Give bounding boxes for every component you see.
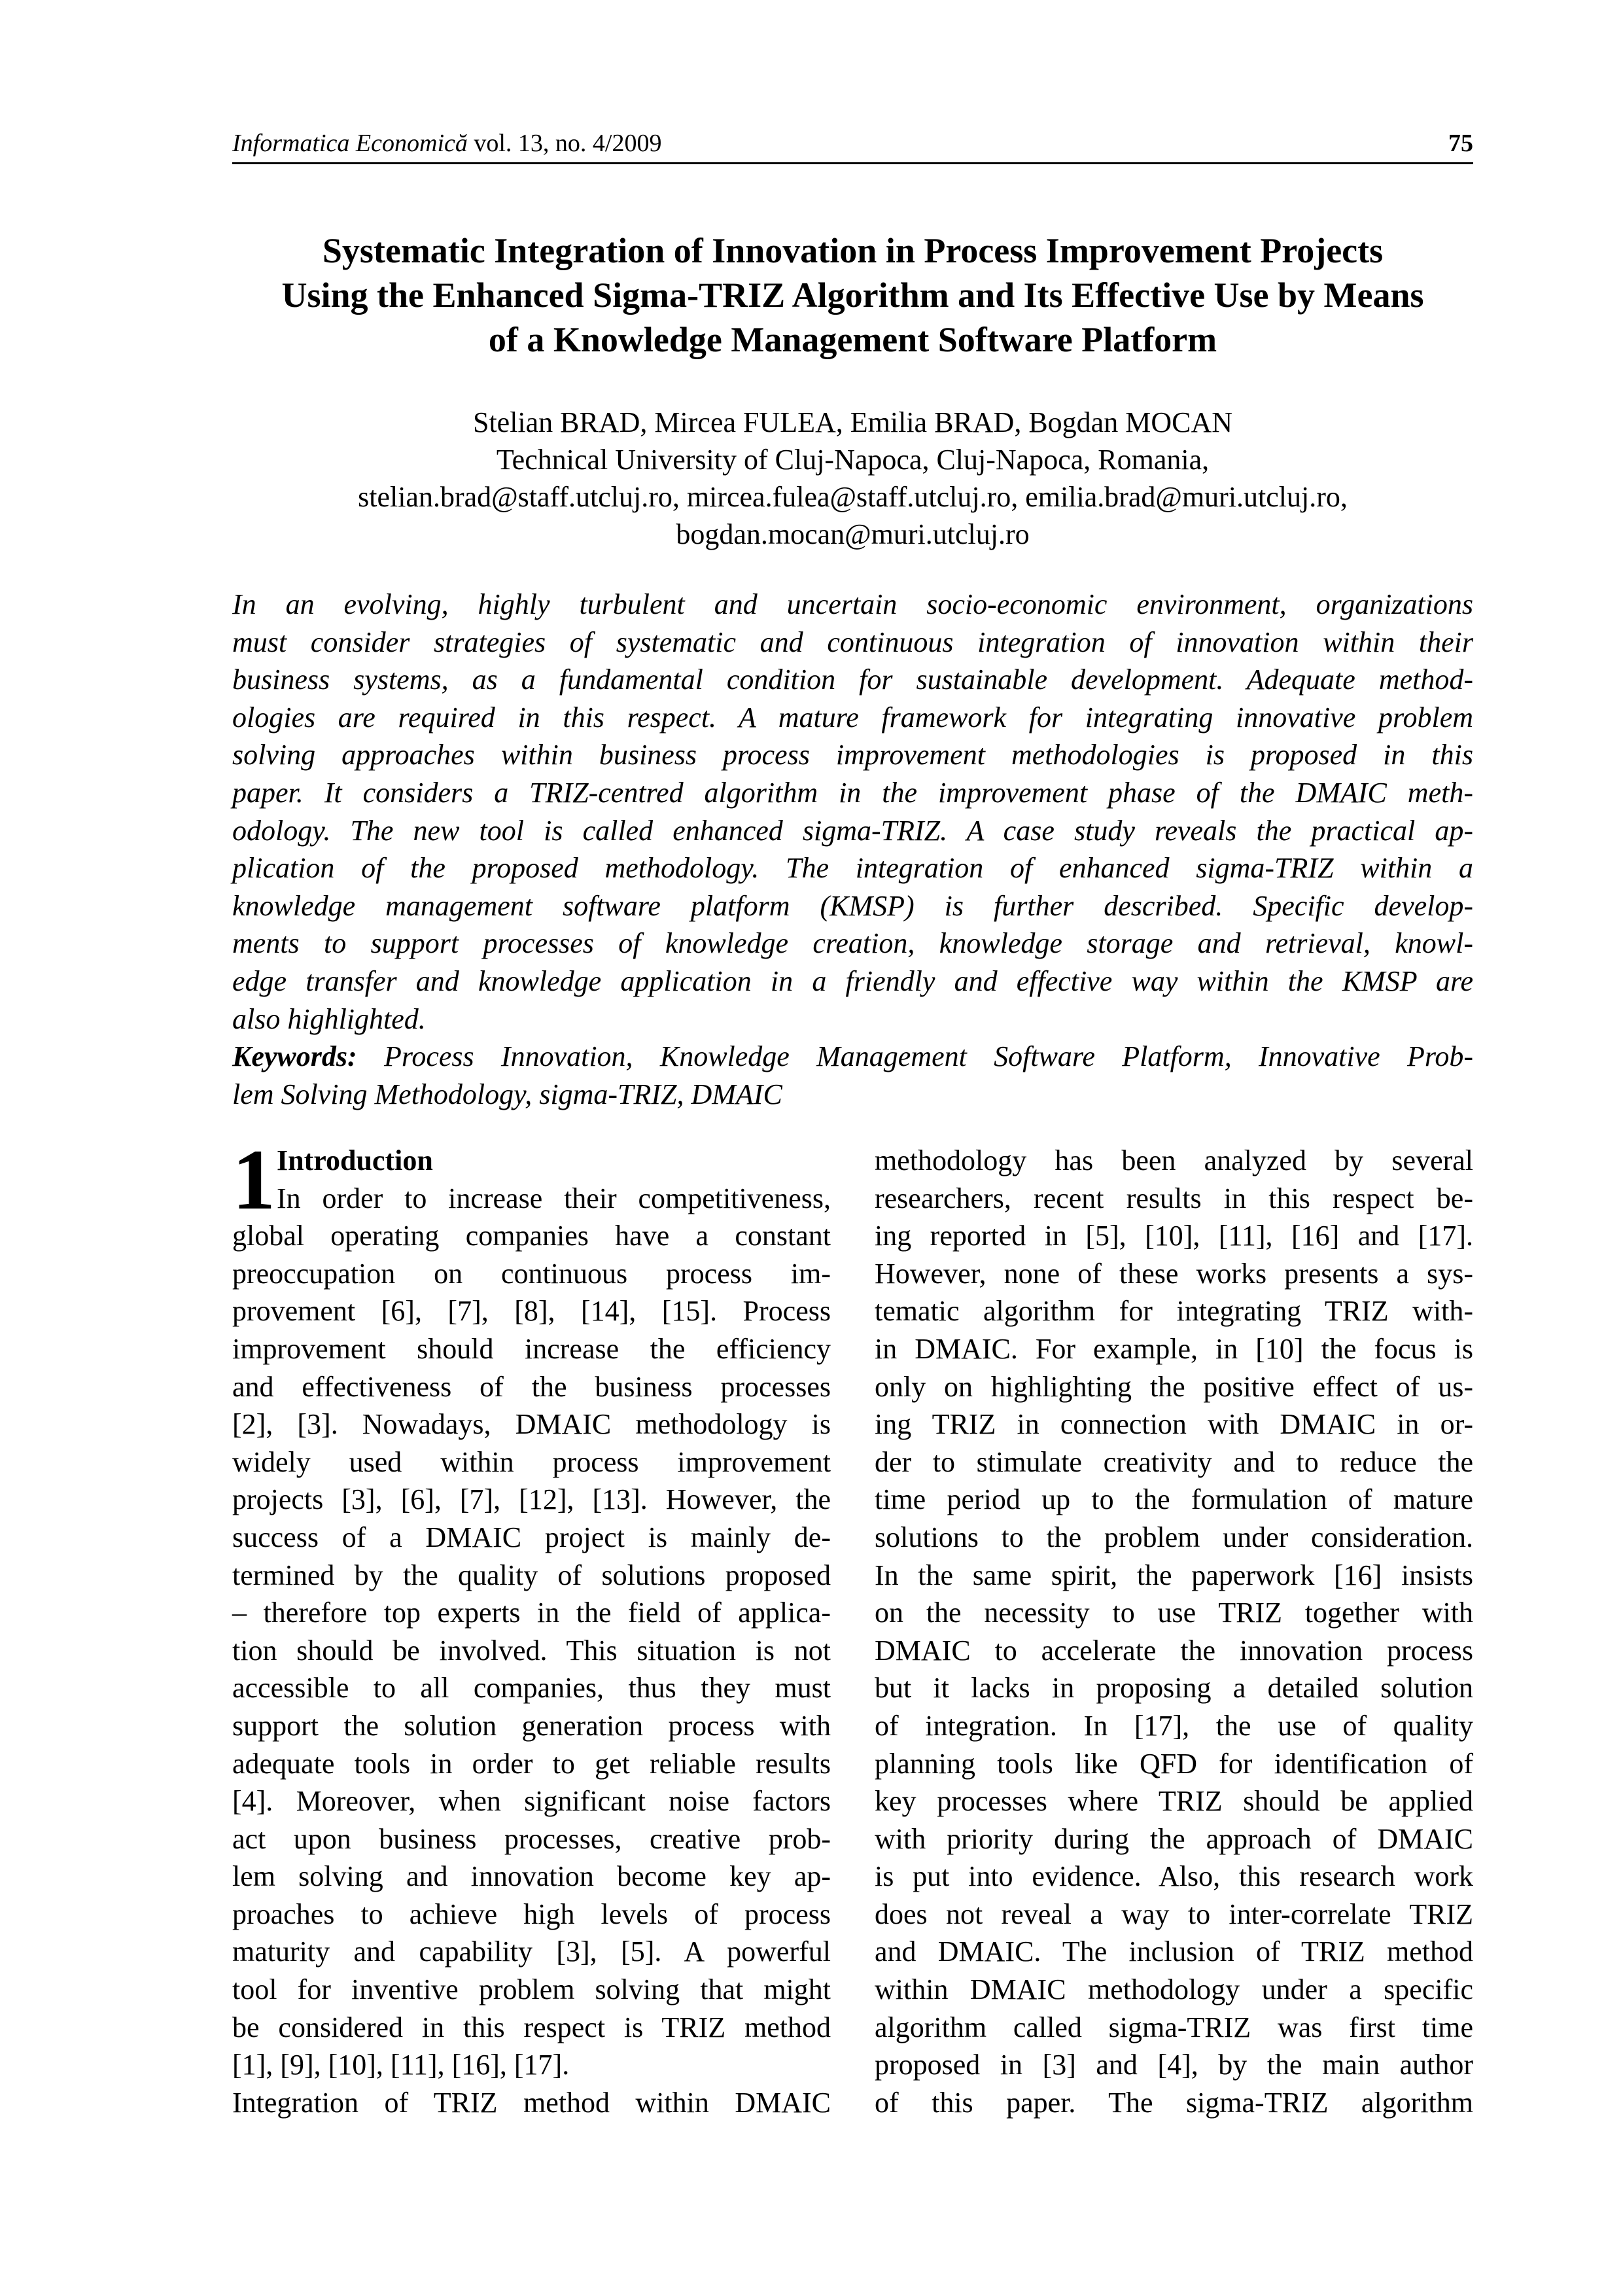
body-line: proposed in [3] and [4], by the main author: [875, 2049, 1473, 2081]
body-line: is put into evidence. Also, this research work: [875, 1860, 1473, 1893]
body-line: ing reported in [5], [10], [11], [16] and [17].: [875, 1220, 1473, 1252]
body-line: be considered in this respect is TRIZ method: [232, 2011, 831, 2043]
body-line: planning tools like QFD for identification of: [875, 1747, 1473, 1780]
body-line: [2], [3]. Nowadays, DMAIC methodology is: [232, 1408, 831, 1441]
title-line: of a Knowledge Management Software Platform: [488, 320, 1217, 359]
keywords-label: Keywords:: [232, 1040, 357, 1073]
body-line: of integration. In [17], the use of quality: [875, 1709, 1473, 1742]
left-column: [232, 1131, 831, 2121]
right-column: [875, 1142, 1473, 2121]
body-line: In the same spirit, the paperwork [16] insists: [875, 1559, 1473, 1591]
body-line: tion should be involved. This situation is not: [232, 1634, 831, 1667]
keywords-line: lem Solving Methodology, sigma-TRIZ, DMAIC: [232, 1078, 782, 1110]
abstract-line: paper. It considers a TRIZ-centred algorithm in the improvement phase of the DMAIC meth-: [232, 776, 1473, 809]
body-line: improvement should increase the efficiency: [232, 1332, 831, 1365]
body-line: global operating companies have a constant: [232, 1220, 831, 1252]
abstract-line: In an evolving, highly turbulent and uncertain socio-economic environment, organizations: [232, 588, 1473, 620]
body-line: in DMAIC. For example, in [10] the focus is: [875, 1332, 1473, 1365]
journal-issue: vol. 13, no. 4/2009: [467, 130, 662, 157]
abstract-line: must consider strategies of systematic and continuous integration of innovation within their: [232, 626, 1473, 658]
body-line: Integration of TRIZ method within DMAIC: [232, 2086, 831, 2119]
page: [232, 124, 1473, 2119]
abstract-line: ments to support processes of knowledge creation, knowledge storage and retrieval, knowl-: [232, 927, 1473, 960]
section-heading: Introduction: [277, 1144, 433, 1176]
author-emails: bogdan.mocan@muri.utcluj.ro: [676, 518, 1030, 550]
body-line: accessible to all companies, thus they must: [232, 1672, 831, 1704]
body-line: termined by the quality of solutions proposed: [232, 1559, 831, 1591]
abstract-line: solving approaches within business process improvement methodologies is proposed in this: [232, 739, 1473, 771]
author-affiliation: Technical University of Cluj-Napoca, Cluj-Napoca, Romania,: [496, 444, 1210, 476]
author-emails: stelian.brad@staff.utcluj.ro, mircea.fulea@staff.utcluj.ro, emilia.brad@muri.utcluj.ro,: [358, 481, 1348, 513]
body-line: only on highlighting the positive effect of us-: [875, 1370, 1473, 1403]
section-number: 1: [232, 1131, 275, 1227]
body-line: projects [3], [6], [7], [12], [13]. However, the: [232, 1483, 831, 1516]
body-line: DMAIC to accelerate the innovation process: [875, 1634, 1473, 1667]
body-line: der to stimulate creativity and to reduce the: [875, 1445, 1473, 1478]
body-line: and DMAIC. The inclusion of TRIZ method: [875, 1935, 1473, 1968]
keywords-text: Process Innovation, Knowledge Management Software Platform, Innovative Prob-: [357, 1040, 1473, 1073]
title-line: Using the Enhanced Sigma-TRIZ Algorithm and Its Effective Use by Means: [281, 275, 1424, 315]
abstract-line: business systems, as a fundamental condition for sustainable development. Adequate method-: [232, 663, 1473, 696]
body-line: [4]. Moreover, when significant noise factors: [232, 1785, 831, 1818]
body-line: support the solution generation process with: [232, 1709, 831, 1742]
body-line: – therefore top experts in the field of applica-: [232, 1597, 831, 1629]
body-line: algorithm called sigma-TRIZ was first time: [875, 2011, 1473, 2043]
author-block: [232, 404, 1473, 553]
body-line: In order to increase their competitiveness,: [277, 1182, 831, 1214]
body-line: lem solving and innovation become key ap-: [232, 1860, 831, 1893]
abstract: [232, 586, 1473, 1113]
body-line: proaches to achieve high levels of process: [232, 1898, 831, 1930]
abstract-line: odology. The new tool is called enhanced sigma-TRIZ. A case study reveals the practical ap-: [232, 814, 1473, 847]
abstract-line: knowledge management software platform (KMSP) is further described. Specific develop-: [232, 889, 1473, 922]
body-line: but it lacks in proposing a detailed solution: [875, 1672, 1473, 1704]
body-line: widely used within process improvement: [232, 1445, 831, 1478]
title-line: Systematic Integration of Innovation in Process Improvement Projects: [322, 231, 1384, 270]
abstract-line: also highlighted.: [232, 1002, 426, 1035]
body-line: ing TRIZ in connection with DMAIC in or-: [875, 1408, 1473, 1441]
body-line: [1], [9], [10], [11], [16], [17].: [232, 2049, 570, 2081]
body-line: methodology has been analyzed by several: [875, 1144, 1473, 1176]
body-line: with priority during the approach of DMAIC: [875, 1822, 1473, 1855]
body-line: within DMAIC methodology under a specific: [875, 1973, 1473, 2006]
journal-name: Informatica Economică: [232, 130, 468, 157]
running-header: [232, 124, 1473, 164]
body-line: does not reveal a way to inter-correlate TRIZ: [875, 1898, 1473, 1930]
body-line: of this paper. The sigma-TRIZ algorithm: [875, 2086, 1473, 2119]
page-number: 75: [1448, 130, 1473, 157]
author-names: Stelian BRAD, Mircea FULEA, Emilia BRAD, Bogdan MOCAN: [472, 406, 1233, 438]
abstract-line: ologies are required in this respect. A mature framework for integrating innovative problem: [232, 701, 1473, 733]
body-line: success of a DMAIC project is mainly de-: [232, 1521, 831, 1553]
body-line: act upon business processes, creative prob-: [232, 1822, 831, 1855]
body-line: researchers, recent results in this respect be-: [875, 1182, 1473, 1214]
body-line: solutions to the problem under consideration.: [875, 1521, 1473, 1553]
body-line: tool for inventive problem solving that might: [232, 1973, 831, 2006]
body-line: provement [6], [7], [8], [14], [15]. Process: [232, 1295, 831, 1328]
body-line: and effectiveness of the business processes: [232, 1370, 831, 1403]
body-line: However, none of these works presents a sys-: [875, 1257, 1473, 1290]
abstract-line: plication of the proposed methodology. The integration of enhanced sigma-TRIZ within a: [232, 852, 1473, 885]
body-line: time period up to the formulation of mature: [875, 1483, 1473, 1516]
body-line: tematic algorithm for integrating TRIZ with-: [875, 1295, 1473, 1328]
body-line: on the necessity to use TRIZ together with: [875, 1597, 1473, 1629]
keywords-line: [232, 1038, 1473, 1076]
body-line: preoccupation on continuous process im-: [232, 1257, 831, 1290]
paper-title: [232, 228, 1473, 362]
abstract-line: edge transfer and knowledge application in a friendly and effective way within the KMSP are: [232, 964, 1473, 997]
body-line: key processes where TRIZ should be applied: [875, 1785, 1473, 1818]
body-line: adequate tools in order to get reliable results: [232, 1747, 831, 1780]
body-line: maturity and capability [3], [5]. A powerful: [232, 1935, 831, 1968]
